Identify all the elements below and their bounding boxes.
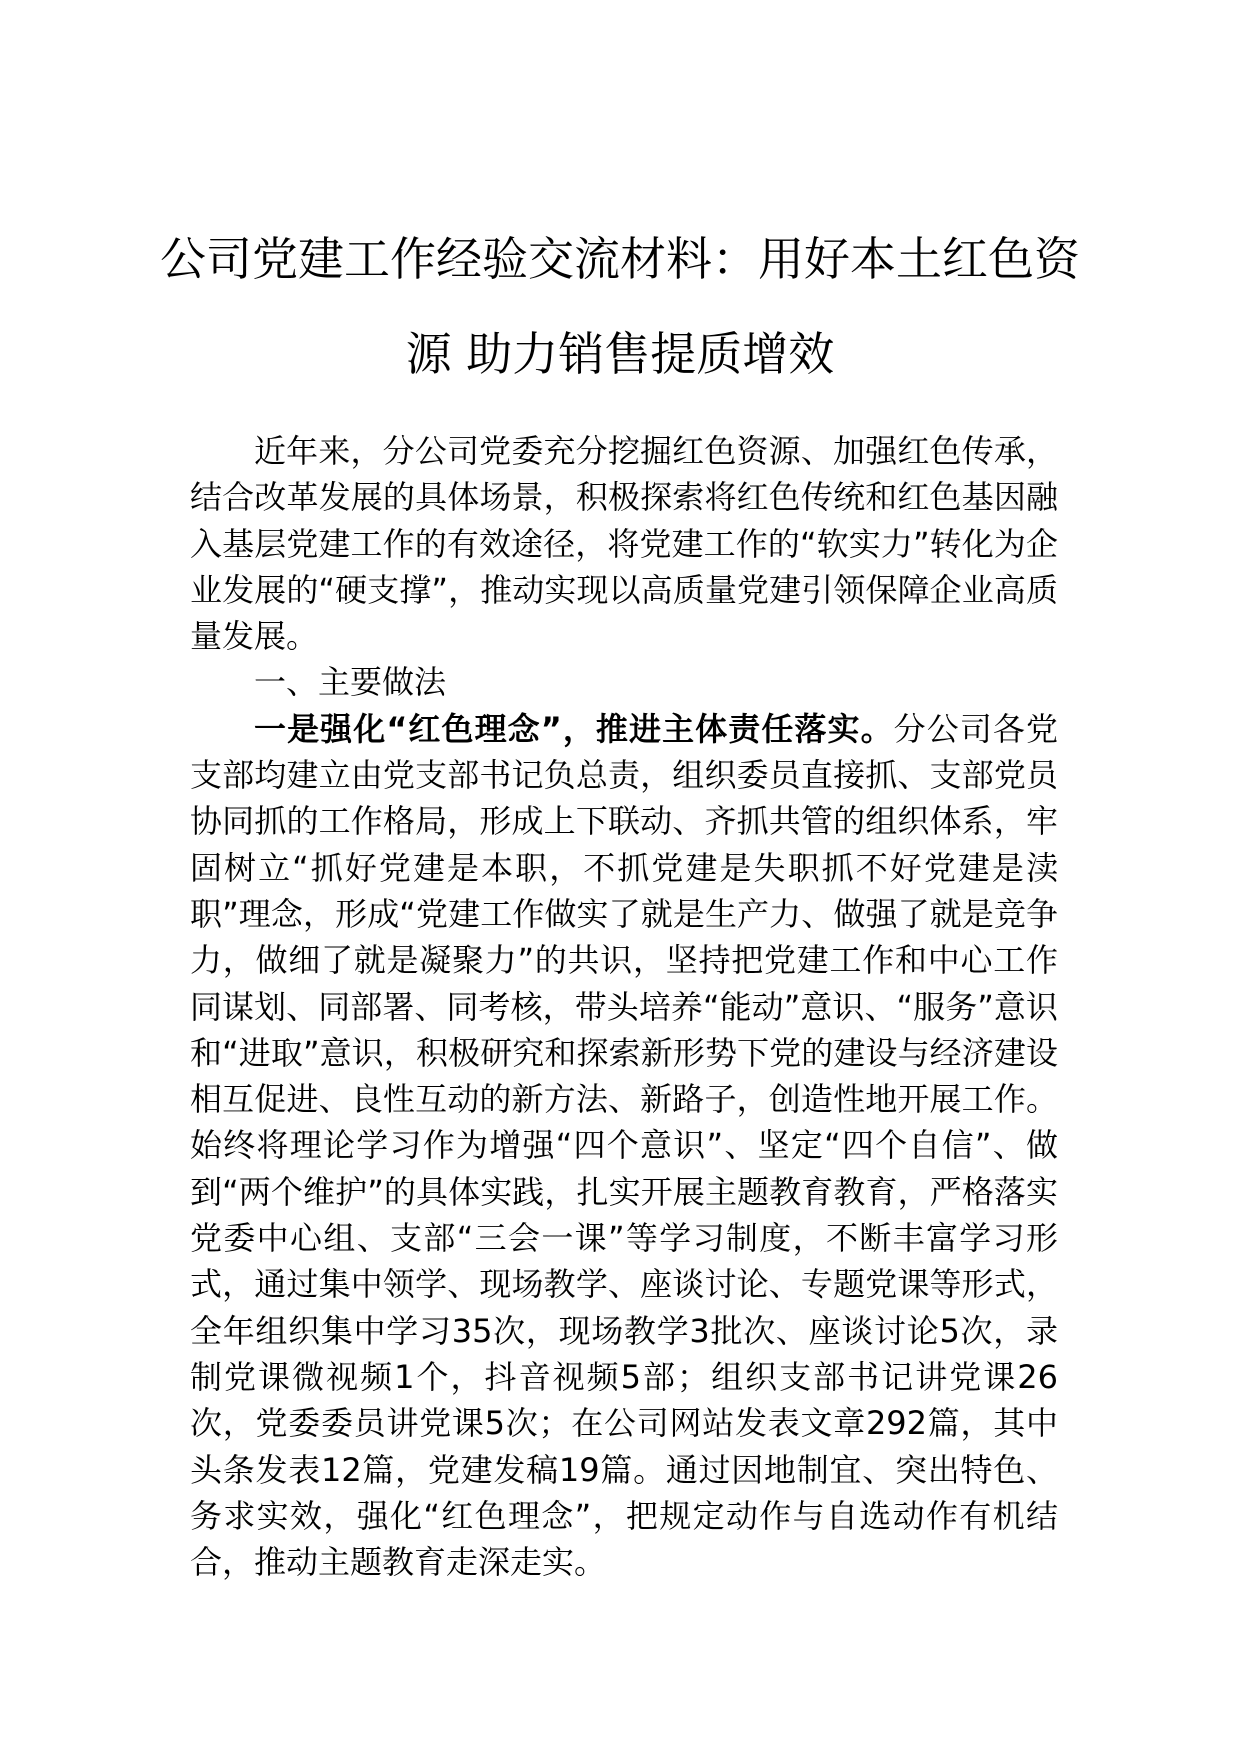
point-one-paragraph [190,706,1058,1586]
point-one-lead: 一是强化“红色理念”，推进主体责任落实。 [254,709,894,748]
document-title: 公司党建工作经验交流材料：用好本土红色资源 助力销售提质增效 [160,232,1080,381]
document-body [190,428,1058,1585]
section-heading: 一、主要做法 [254,663,447,702]
intro-paragraph: 近年来，分公司党委充分挖掘红色资源、加强红色传承，结合改革发展的具体场景，积极探索将红色传统和红色基因融入基层党建工作的有效途径，将党建工作的“软实力”转化为企业发展的“硬支撑”，推动实现以高质量党建引领保障企业高质量发展。 [190,432,1058,656]
point-one-body: 分公司各党支部均建立由党支部书记负总责，组织委员直接抓、支部党员协同抓的工作格局，形成上下联动、齐抓共管的组织体系，牢固树立“抓好党建是本职，不抓党建是失职抓不好党建是渎职”理念，形成“党建工作做实了就是生产力、做强了就是竞争力，做细了就是凝聚力”的共识，坚持把党建工作和中心工作同谋划、同部署、同考核，带头培养“能动”意识、“服务”意识和“进取”意识，积极研究和探索新形势下党的建设与经济建设相互促进、良性互动的新方法、新路子，创造性地开展工作。始终将理论学习作为增强“四个意识”、坚定“四个自信”、做到“两个维护”的具体实践，扎实开展主题教育教育，严格落实党委中心组、支部“三会一课”等学习制度，不断丰富学习形式，通过集中领学、现场教学、座谈讨论、专题党课等形式，全年组织集中学习35次，现场教学3批次、座谈讨论5次，录制党课微视频1个，抖音视频5部；组织支部书记讲党课26次，党委委员讲党课5次；在公司网站发表文章292篇，其中头条发表12篇，党建发稿19篇。通过因地制宜、突出特色、务求实效，强化“红色理念”，把规定动作与自选动作有机结合，推动主题教育走深走实。 [190,709,1058,1582]
